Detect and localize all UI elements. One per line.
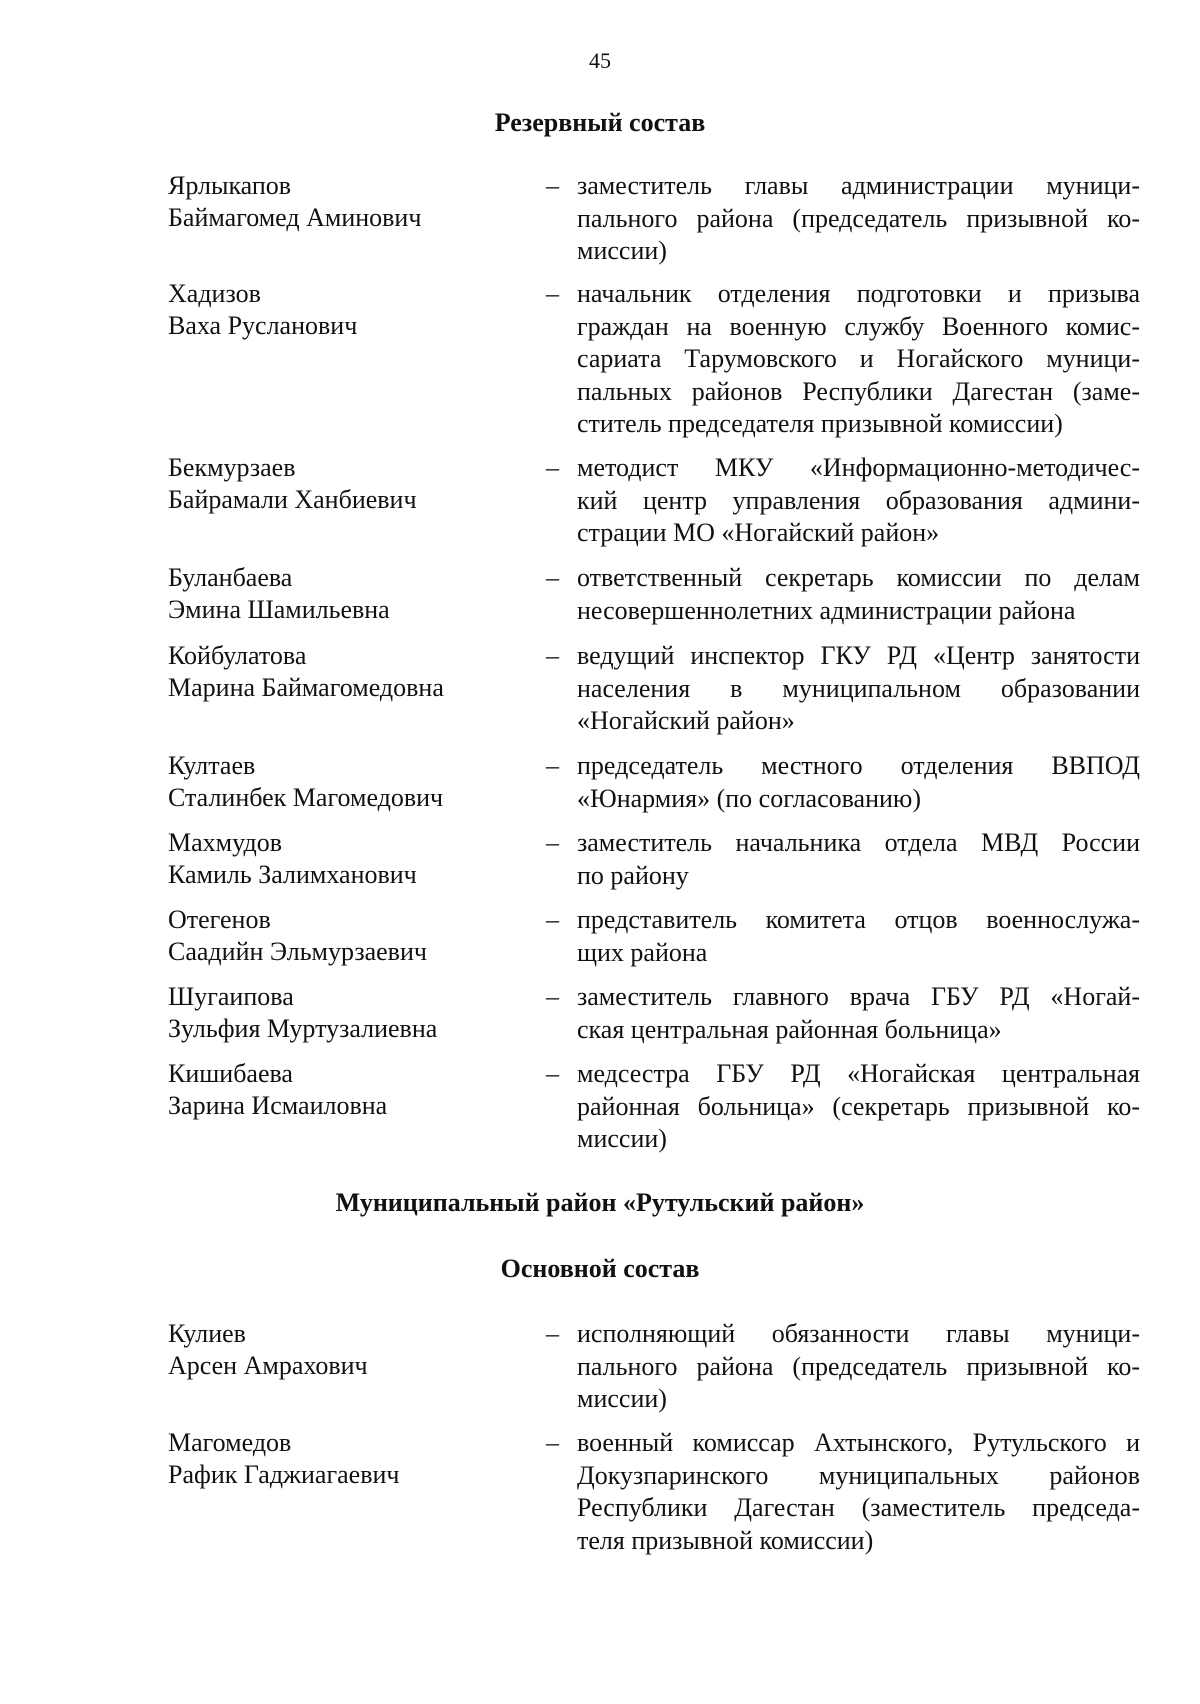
dash: – xyxy=(546,828,559,857)
role-line: председатель местного отделения ВВПОД xyxy=(577,751,1140,780)
role-line: «Ногайский район» xyxy=(577,706,795,735)
role-line: ведущий инспектор ГКУ РД «Центр занятости xyxy=(577,641,1140,670)
member-name xyxy=(168,1427,528,1491)
member-name xyxy=(168,827,528,891)
role-line: пального района (председатель призывной ко- xyxy=(577,1351,1140,1381)
role-line: пального района (председатель призывной ко- xyxy=(577,203,1140,233)
member-role xyxy=(577,1427,1140,1557)
role-line: по району xyxy=(577,860,689,890)
dash: – xyxy=(546,641,559,670)
role-line: щих района xyxy=(577,937,708,967)
member-surname: Махмудов xyxy=(168,828,282,857)
role-line: «Юнармия» (по согласованию) xyxy=(577,783,922,813)
page-number: 45 xyxy=(589,48,611,73)
role-line: сариата Тарумовского и Ногайского муници- xyxy=(577,344,1140,373)
member-name xyxy=(168,981,528,1045)
member-given-names: Байрамали Ханбиевич xyxy=(168,485,417,514)
member-name xyxy=(168,452,528,516)
member-surname: Отегенов xyxy=(168,905,271,934)
dash: – xyxy=(546,905,559,934)
member-role xyxy=(577,904,1140,969)
role-line: ответственный секретарь комиссии по делам xyxy=(577,563,1140,592)
role-line: ская центральная районная больница» xyxy=(577,1014,1002,1044)
district-heading: Муниципальный район «Рутульский район» xyxy=(335,1188,865,1217)
member-given-names: Баймагомед Аминович xyxy=(168,203,422,232)
member-surname: Култаев xyxy=(168,751,256,780)
member-role xyxy=(577,1058,1140,1156)
dash: – xyxy=(546,982,559,1011)
member-role xyxy=(577,452,1140,550)
role-line: районная больница» (секретарь призывной ко- xyxy=(577,1091,1140,1121)
member-name xyxy=(168,640,528,704)
member-role xyxy=(577,562,1140,627)
role-line: кий центр управления образования админи- xyxy=(577,485,1140,515)
role-line: страции МО «Ногайский район» xyxy=(577,518,940,547)
dash: – xyxy=(546,1428,559,1457)
role-line: заместитель начальника отдела МВД России xyxy=(577,828,1140,857)
role-line: миссии) xyxy=(577,1384,667,1413)
member-name xyxy=(168,562,528,626)
member-given-names: Камиль Залимханович xyxy=(168,860,417,889)
role-line: медсестра ГБУ РД «Ногайская центральная xyxy=(577,1059,1140,1088)
member-role xyxy=(577,750,1140,815)
member-given-names: Ваха Русланович xyxy=(168,311,358,340)
role-line: Докузпаринского муниципальных районов xyxy=(577,1460,1140,1490)
member-surname: Магомедов xyxy=(168,1428,292,1457)
role-line: заместитель главного врача ГБУ РД «Ногай- xyxy=(577,982,1140,1011)
member-name xyxy=(168,278,528,342)
role-line: военный комиссар Ахтынского, Рутульского и xyxy=(577,1428,1140,1457)
member-role xyxy=(577,640,1140,738)
member-surname: Кишибаева xyxy=(168,1059,293,1088)
member-role xyxy=(577,981,1140,1046)
dash: – xyxy=(546,1059,559,1088)
member-surname: Буланбаева xyxy=(168,563,293,592)
member-given-names: Арсен Амрахович xyxy=(168,1351,368,1380)
member-given-names: Эмина Шамильевна xyxy=(168,595,390,624)
role-line: начальник отделения подготовки и призыва xyxy=(577,279,1140,308)
member-surname: Хадизов xyxy=(168,279,261,308)
dash: – xyxy=(546,1319,559,1348)
member-surname: Койбулатова xyxy=(168,641,307,670)
member-role xyxy=(577,1318,1140,1416)
dash: – xyxy=(546,453,559,482)
role-line: граждан на военную службу Военного комис- xyxy=(577,311,1140,341)
role-line: миссии) xyxy=(577,1124,667,1153)
role-line: представитель комитета отцов военнослужа- xyxy=(577,905,1140,934)
role-line: заместитель главы администрации муници- xyxy=(577,171,1140,200)
section-heading-reserve: Резервный состав xyxy=(494,108,706,137)
member-role xyxy=(577,170,1140,268)
member-name xyxy=(168,750,528,814)
role-line: ститель председателя призывной комиссии) xyxy=(577,409,1063,438)
member-name xyxy=(168,170,528,234)
member-name xyxy=(168,1058,528,1122)
member-name xyxy=(168,1318,528,1382)
dash: – xyxy=(546,171,559,200)
member-surname: Шугаипова xyxy=(168,982,294,1011)
role-line: миссии) xyxy=(577,236,667,265)
member-surname: Кулиев xyxy=(168,1319,246,1348)
member-given-names: Зульфия Муртузалиевна xyxy=(168,1014,438,1043)
member-role xyxy=(577,278,1140,441)
member-given-names: Сталинбек Магомедович xyxy=(168,783,444,812)
member-given-names: Зарина Исмаиловна xyxy=(168,1091,388,1120)
role-line: несовершеннолетних администрации района xyxy=(577,595,1076,625)
dash: – xyxy=(546,563,559,592)
member-given-names: Марина Баймагомедовна xyxy=(168,673,444,702)
dash: – xyxy=(546,751,559,780)
member-role xyxy=(577,827,1140,892)
member-name xyxy=(168,904,528,968)
role-line: методист МКУ «Информационно-методичес- xyxy=(577,453,1140,482)
member-given-names: Рафик Гаджиагаевич xyxy=(168,1460,400,1489)
role-line: исполняющий обязанности главы муници- xyxy=(577,1319,1140,1348)
dash: – xyxy=(546,279,559,308)
role-line: теля призывной комиссии) xyxy=(577,1525,874,1555)
role-line: Республики Дагестан (заместитель председа- xyxy=(577,1493,1140,1522)
member-given-names: Саадийн Эльмурзаевич xyxy=(168,937,427,966)
member-surname: Бекмурзаев xyxy=(168,453,296,482)
role-line: пальных районов Республики Дагестан (заме- xyxy=(577,376,1140,406)
member-surname: Ярлыкапов xyxy=(168,171,292,200)
section-heading-main: Основной состав xyxy=(500,1254,700,1283)
role-line: населения в муниципальном образовании xyxy=(577,673,1140,703)
